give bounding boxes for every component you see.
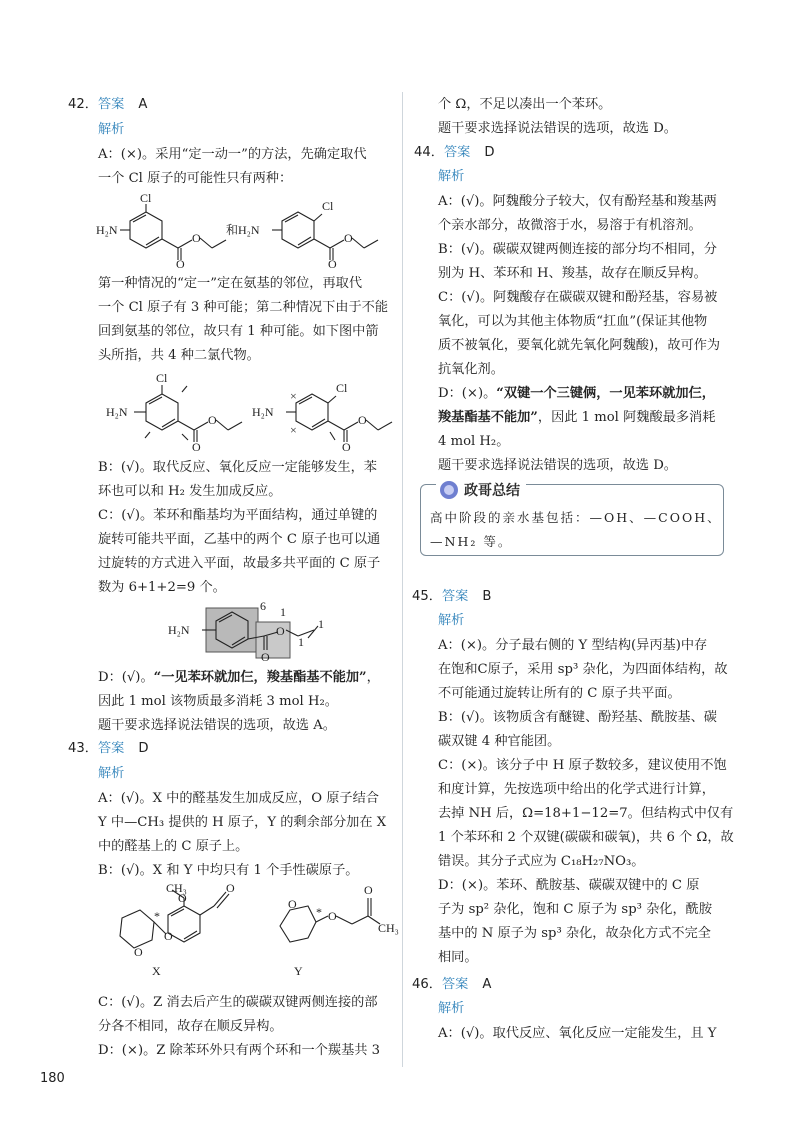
svg-text:CH₃: CH₃: [378, 921, 399, 935]
q42-text-line: C：(√)。苯环和酯基均为平面结构，通过单键的: [98, 508, 378, 523]
svg-text:X: X: [152, 964, 161, 978]
svg-text:O: O: [261, 650, 270, 664]
svg-text:O: O: [328, 257, 337, 268]
q42-text-line: 题干要求选择说法错误的选项，故选 A。: [98, 718, 336, 733]
q45-text-line: 和度计算，先按选项中给出的化学式进行计算，: [438, 782, 715, 797]
q43-text-line: C：(√)。Z 消去后产生的碳碳双键两侧连接的部: [98, 995, 378, 1010]
q44-text-line: B：(√)。碳碳双键两侧连接的部分均不相同，分: [438, 242, 717, 257]
q43-continued-line: 个 Ω，不足以凑出一个苯环。: [438, 97, 612, 112]
q44-text-line: 题干要求选择说法错误的选项，故选 D。: [438, 458, 677, 473]
q42-heading: 42．答案 A: [68, 97, 148, 112]
summary-text-line: 高中阶段的亲水基包括：—OH、—COOH、: [430, 510, 722, 525]
q43-analysis-label: 解析: [98, 766, 125, 781]
q44-text-line: 别为 H、苯环和 H、羧基，故存在顺反异构。: [438, 266, 707, 281]
svg-text:*: *: [154, 909, 160, 923]
q46-heading: 46．答案 A: [412, 977, 492, 992]
q43-structure-x: [100, 880, 240, 980]
q45-text-line: 错误。其分子式应为 C₁₈H₂₇NO₃。: [438, 854, 645, 869]
q44-analysis-label: 解析: [438, 169, 465, 184]
svg-text:O: O: [344, 231, 353, 245]
svg-text:O: O: [176, 257, 185, 268]
svg-text:Cl: Cl: [156, 371, 168, 385]
svg-text:H₂N: H₂N: [106, 405, 128, 419]
q44-text-line: 质不被氧化，要氧化就先氧化阿魏酸)，故可作为: [438, 338, 721, 353]
svg-text:O: O: [164, 929, 173, 943]
svg-text:H₂N: H₂N: [252, 405, 274, 419]
q42-text-line: 过旋转的方式进入平面，故最多共平面的 C 原子: [98, 556, 381, 571]
q43-structure-y: [264, 880, 404, 980]
svg-text:6: 6: [260, 600, 266, 613]
q43-text-line: 中的醛基上的 C 原子上。: [98, 839, 249, 854]
q45-text-line: 不可能通过旋转让所有的 C 原子共平面。: [438, 686, 681, 701]
q42-text-line: 环也可以和 H₂ 发生加成反应。: [98, 484, 282, 499]
svg-text:O: O: [208, 413, 217, 427]
svg-text:Cl: Cl: [336, 381, 348, 395]
q45-text-line: 1 个苯环和 2 个双键(碳碳和碳氧)，共 6 个 Ω，故: [438, 830, 734, 845]
summary-text-line: —NH₂ 等。: [430, 534, 513, 549]
q42-text-line: 一个 Cl 原子的可能性只有两种：: [98, 171, 293, 186]
q44-text-line: 氧化，可以为其他主体物质“扛血”(保证其他物: [438, 314, 708, 329]
svg-text:O: O: [276, 624, 285, 638]
q44-text-line: 个亲水部分，故微溶于水，易溶于有机溶剂。: [438, 218, 702, 233]
svg-text:H₂N: H₂N: [168, 623, 190, 637]
q45-text-line: D：(×)。苯环、酰胺基、碳碳双键中的 C 原: [438, 878, 700, 893]
q43-text-line: B：(√)。X 和 Y 中均只有 1 个手性碳原子。: [98, 863, 359, 878]
svg-text:O: O: [178, 891, 187, 905]
q42-text-line: 头所指，共 4 种二氯代物。: [98, 348, 260, 363]
q43-continued-line: 题干要求选择说法错误的选项，故选 D。: [438, 121, 677, 136]
svg-text:和H₂N: 和H₂N: [226, 223, 260, 237]
q42-text-line: 因此 1 mol 该物质最多消耗 3 mol H₂。: [98, 694, 338, 709]
q45-text-line: 相同。: [438, 950, 478, 965]
svg-text:O: O: [342, 440, 351, 452]
q42-structure-coplanar: [168, 600, 388, 666]
q44-text-line: 抗氧化剂。: [438, 362, 504, 377]
q43-text-line: D：(×)。Z 除苯环外只有两个环和一个羰基共 3: [98, 1043, 381, 1058]
q44-text-line: A：(√)。阿魏酸分子较大，仅有酚羟基和羧基两: [438, 194, 717, 209]
svg-text:×: ×: [290, 389, 297, 403]
q45-text-line: 基中的 N 原子为 sp³ 杂化，故杂化方式不完全: [438, 926, 711, 941]
q45-analysis-label: 解析: [438, 613, 465, 628]
q46-text-line: A：(√)。取代反应、氧化反应一定能发生，且 Y: [438, 1026, 717, 1041]
svg-text:O: O: [288, 897, 297, 911]
summary-badge-icon: [440, 481, 458, 499]
svg-text:Cl: Cl: [322, 199, 334, 213]
summary-title: 政哥总结: [436, 480, 526, 500]
q43-heading: 43．答案 D: [68, 741, 149, 756]
q46-analysis-label: 解析: [438, 1001, 465, 1016]
q42-structure-two-options: [96, 190, 396, 268]
q45-text-line: B：(√)。该物质含有醚键、酚羟基、酰胺基、碳: [438, 710, 717, 725]
svg-text:Cl: Cl: [140, 191, 152, 205]
q43-text-line: Y 中—CH₃ 提供的 H 原子，Y 的剩余部分加在 X: [98, 815, 387, 830]
q45-text-line: C：(×)。该分子中 H 原子数较多，建议使用不饱: [438, 758, 727, 773]
q42-text-line: 回到氨基的邻位，故只有 1 种可能。如下图中箭: [98, 324, 379, 339]
q44-text-line: C：(√)。阿魏酸存在碳碳双键和酚羟基，容易被: [438, 290, 718, 305]
q45-text-line: A：(×)。分子最右侧的 Y 型结构(异丙基)中存: [438, 638, 708, 653]
q42-structure-dichloro: [102, 370, 402, 452]
q45-text-line: 碳双键 4 种官能团。: [438, 734, 561, 749]
svg-text:*: *: [316, 905, 322, 919]
svg-text:O: O: [328, 909, 337, 923]
q44-text-line: 4 mol H₂。: [438, 434, 510, 449]
q45-heading: 45．答案 B: [412, 589, 492, 604]
svg-text:O: O: [226, 881, 235, 895]
svg-text:O: O: [192, 231, 201, 245]
q42-analysis-label: 解析: [98, 122, 125, 137]
svg-text:1: 1: [318, 617, 324, 631]
svg-text:H₂N: H₂N: [96, 223, 118, 237]
q45-text-line: 子为 sp² 杂化，饱和 C 原子为 sp³ 杂化，酰胺: [438, 902, 713, 917]
svg-text:O: O: [192, 440, 201, 452]
q45-text-line: 在饱和C原子，采用 sp³ 杂化，为四面体结构，故: [438, 662, 728, 677]
q43-text-line: A：(√)。X 中的醛基发生加成反应，O 原子结合: [98, 791, 379, 806]
svg-text:O: O: [134, 945, 143, 959]
svg-text:O: O: [364, 883, 373, 897]
q42-text-line: A：(×)。采用“定一动一”的方法，先确定取代: [98, 147, 367, 162]
svg-text:1: 1: [298, 635, 304, 649]
svg-text:×: ×: [290, 423, 297, 437]
q42-text-line: 一个 Cl 原子有 3 种可能；第二种情况下由于不能: [98, 300, 389, 315]
svg-text:CH₃: CH₃: [166, 881, 187, 895]
svg-text:O: O: [358, 413, 367, 427]
q45-text-line: 去掉 NH 后，Ω=18+1−12=7。但结构式中仅有: [438, 806, 734, 821]
q42-text-line: 旋转可能共平面，乙基中的两个 C 原子也可以通: [98, 532, 381, 547]
page-number: 180: [40, 1071, 65, 1086]
q42-text-line: 数为 6+1+2=9 个。: [98, 580, 226, 595]
q43-text-line: 分各不相同，故存在顺反异构。: [98, 1019, 283, 1034]
q42-text-line: B：(√)。取代反应、氧化反应一定能够发生，苯: [98, 460, 377, 475]
q44-text-line: D：(×)。“双键一个三键俩，一见苯环就加仨，: [438, 386, 715, 401]
q42-text-line: D：(√)。“一见苯环就加仨，羧基酯基不能加”，: [98, 670, 380, 685]
q44-text-line: 羧基酯基不能加”，因此 1 mol 阿魏酸最多消耗: [438, 410, 716, 425]
q42-text-line: 第一种情况的“定一”定在氨基的邻位，再取代: [98, 276, 363, 291]
svg-text:1: 1: [280, 605, 286, 619]
q44-heading: 44．答案 D: [414, 145, 495, 160]
svg-text:Y: Y: [294, 964, 303, 978]
